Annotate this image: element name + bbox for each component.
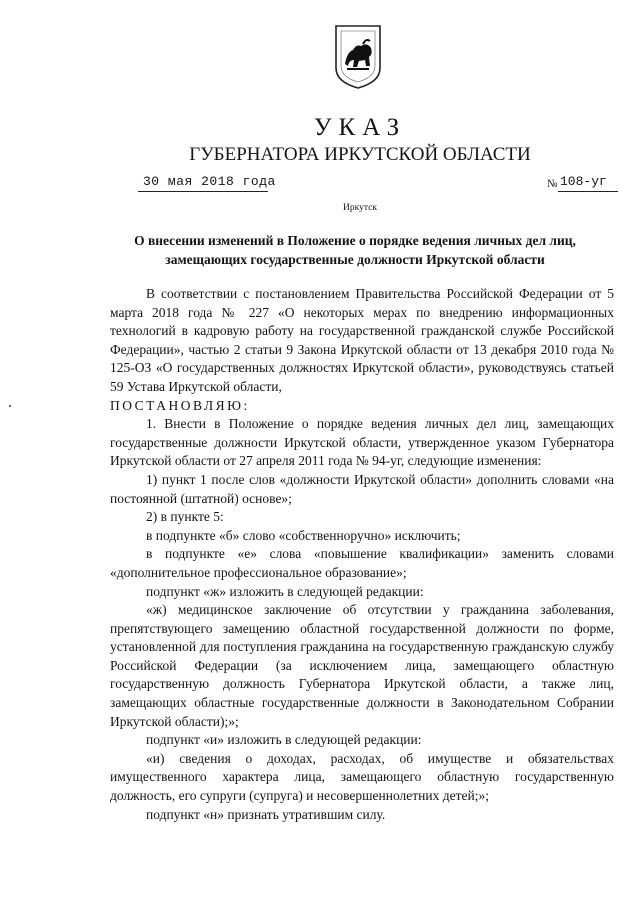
paragraph-1-1: 1) пункт 1 после слов «должности Иркутской области» дополнить словами «на постоянной (штатной) основе»;	[110, 471, 614, 506]
date-underline	[138, 191, 268, 192]
paragraph-1: 1. Внести в Положение о порядке ведения личных дел лиц, замещающих государственные должности Иркутской области, утвержденное указом Губернатора Иркутской области от 27 апреля 2011 года № 94-уг, следующие изменения:	[110, 416, 614, 469]
paragraph-1-2: 2) в пункте 5:	[146, 509, 224, 525]
document-number: 108-уг	[560, 174, 607, 189]
issuer-title: ГУБЕРНАТОРА ИРКУТСКОЙ ОБЛАСТИ	[189, 144, 531, 165]
subparagraph-n: подпункт «н» признать утратившим силу.	[146, 806, 386, 822]
subparagraph-b: в подпункте «б» слово «собственноручно» исключить;	[146, 527, 461, 543]
preamble-paragraph: В соответствии с постановлением Правительства Российской Федерации от 5 марта 2018 года № 227 «О некоторых мерах по внедрению информационных технологий в кадровую работу на государственной гражданской службе Российской Федерации», частью 2 статьи 9 Закона Иркутской области от 13 декабря 2010 года № 125-ОЗ «О государственных должностях Иркутской области», руководствуясь статьей 59 Устава Иркутской области,	[110, 286, 614, 394]
subparagraph-i-intro: подпункт «и» изложить в следующей редакции:	[146, 732, 422, 748]
subparagraph-i-text: «и) сведения о доходах, расходах, об имуществе и обязательствах имущественного характера лица, замещающего областную государственную должность, его супруги (супруга) и несовершеннолетних детей;»;	[110, 750, 614, 804]
heading-line-1: О внесении изменений в Положение о порядке ведения личных дел лиц,	[134, 233, 576, 248]
scan-speck	[9, 405, 11, 407]
number-label: №	[547, 178, 558, 190]
number-underline	[558, 191, 618, 192]
coat-of-arms-emblem	[333, 24, 383, 90]
subparagraph-zh-text: «ж) медицинское заключение об отсутствии у гражданина заболевания, препятствующего замещению областной государственной должности по форме, установленной для поступления гражданина на государственную гражданскую службу Российской Федерации (за исключением лица, замещающего областную государственную должность Губернатора Иркутской области, а также лиц, замещающих областные государственные должности в Законодательном Собрании Иркутской области);»;	[110, 602, 614, 729]
heading-line-2: замещающих государственные должности Иркутской области	[165, 252, 545, 267]
document-body	[110, 285, 614, 824]
document-type-title: УКАЗ	[313, 114, 407, 141]
document-heading	[110, 231, 600, 269]
city-label: Иркутск	[343, 203, 377, 213]
subparagraph-zh-intro: подпункт «ж» изложить в следующей редакции:	[146, 583, 424, 599]
subparagraph-e: в подпункте «е» слова «повышение квалификации» заменить словами «дополнительное профессиональное образование»;	[110, 546, 614, 580]
decree-word: ПОСТАНОВЛЯЮ:	[110, 397, 250, 413]
document-date: 30 мая 2018 года	[143, 174, 276, 189]
